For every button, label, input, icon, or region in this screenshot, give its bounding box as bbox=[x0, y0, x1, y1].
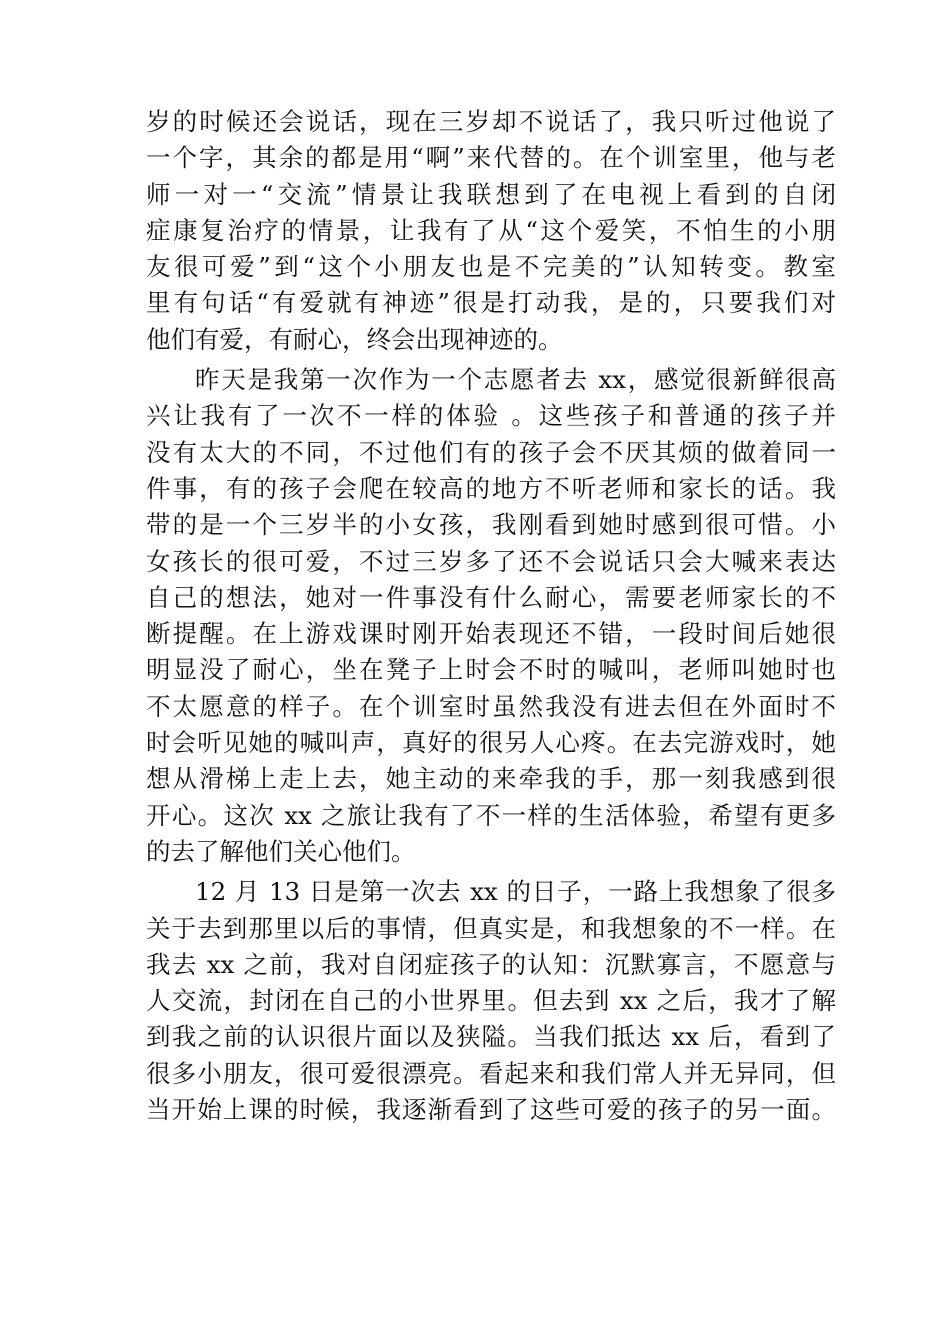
paragraph-3 bbox=[146, 874, 836, 1128]
text-line: 到我之前的认识很片面以及狭隘。当我们抵达 xx 后，看到了 bbox=[146, 1022, 836, 1052]
text-line: 他们有爱，有耐心，终会出现神迹的。 bbox=[146, 324, 563, 354]
text-line: 里有句话“有爱就有神迹”很是打动我，是的，只要我们对 bbox=[146, 288, 836, 318]
text-line: 不太愿意的样子。在个训室时虽然我没有进去但在外面时不 bbox=[146, 691, 836, 721]
text-line: 一个字，其余的都是用“啊”来代替的。在个训室里，他与老 bbox=[146, 143, 836, 173]
text-line: 时会听见她的喊叫声，真好的很另人心疼。在去完游戏时，她 bbox=[146, 728, 836, 758]
text-line: 很多小朋友，很可爱很漂亮。看起来和我们常人并无异同，但 bbox=[146, 1058, 836, 1088]
text-line: 我去 xx 之前，我对自闭症孩子的认知：沉默寡言，不愿意与 bbox=[146, 949, 836, 979]
text-line: 的去了解他们关心他们。 bbox=[146, 836, 416, 866]
text-line: 关于去到那里以后的事情，但真实是，和我想象的不一样。在 bbox=[146, 913, 836, 943]
document-body bbox=[146, 104, 836, 1128]
text-line: 开心。这次 xx 之旅让我有了不一样的生活体验，希望有更多 bbox=[146, 800, 836, 830]
text-line: 自己的想法，她对一件事没有什么耐心，需要老师家长的不 bbox=[146, 582, 836, 612]
text-line: 件事，有的孩子会爬在较高的地方不听老师和家长的话。我 bbox=[146, 473, 836, 503]
text-line: 岁的时候还会说话，现在三岁却不说话了，我只听过他说了 bbox=[146, 107, 836, 136]
paragraph-2 bbox=[146, 362, 836, 870]
text-line: 症康复治疗的情景，让我有了从“这个爱笑，不怕生的小朋 bbox=[146, 215, 836, 245]
paragraph-1 bbox=[146, 104, 836, 358]
text-line: 师一对一“交流”情景让我联想到了在电视上看到的自闭 bbox=[146, 179, 836, 209]
text-line: 12 月 13 日是第一次去 xx 的日子，一路上我想象了很多 bbox=[195, 877, 836, 907]
text-line: 友很可爱”到“这个小朋友也是不完美的”认知转变。教室 bbox=[146, 252, 836, 282]
text-line: 没有太大的不同，不过他们有的孩子会不厌其烦的做着同一 bbox=[146, 437, 836, 467]
text-line: 带的是一个三岁半的小女孩，我刚看到她时感到很可惜。小 bbox=[146, 510, 836, 540]
text-line: 想从滑梯上走上去，她主动的来牵我的手，那一刻我感到很 bbox=[146, 764, 836, 794]
text-line: 女孩长的很可爱，不过三岁多了还不会说话只会大喊来表达 bbox=[146, 546, 836, 576]
text-line: 昨天是我第一次作为一个志愿者去 xx，感觉很新鲜很高 bbox=[195, 365, 836, 395]
text-line: 人交流，封闭在自己的小世界里。但去到 xx 之后，我才了解 bbox=[146, 986, 836, 1016]
text-line: 当开始上课的时候，我逐渐看到了这些可爱的孩子的另一面。 bbox=[146, 1095, 836, 1125]
text-line: 断提醒。在上游戏课时刚开始表现还不错，一段时间后她很 bbox=[146, 619, 836, 649]
text-line: 兴让我有了一次不一样的体验 。这些孩子和普通的孩子并 bbox=[146, 401, 836, 431]
text-line: 明显没了耐心，坐在凳子上时会不时的喊叫，老师叫她时也 bbox=[146, 655, 836, 685]
